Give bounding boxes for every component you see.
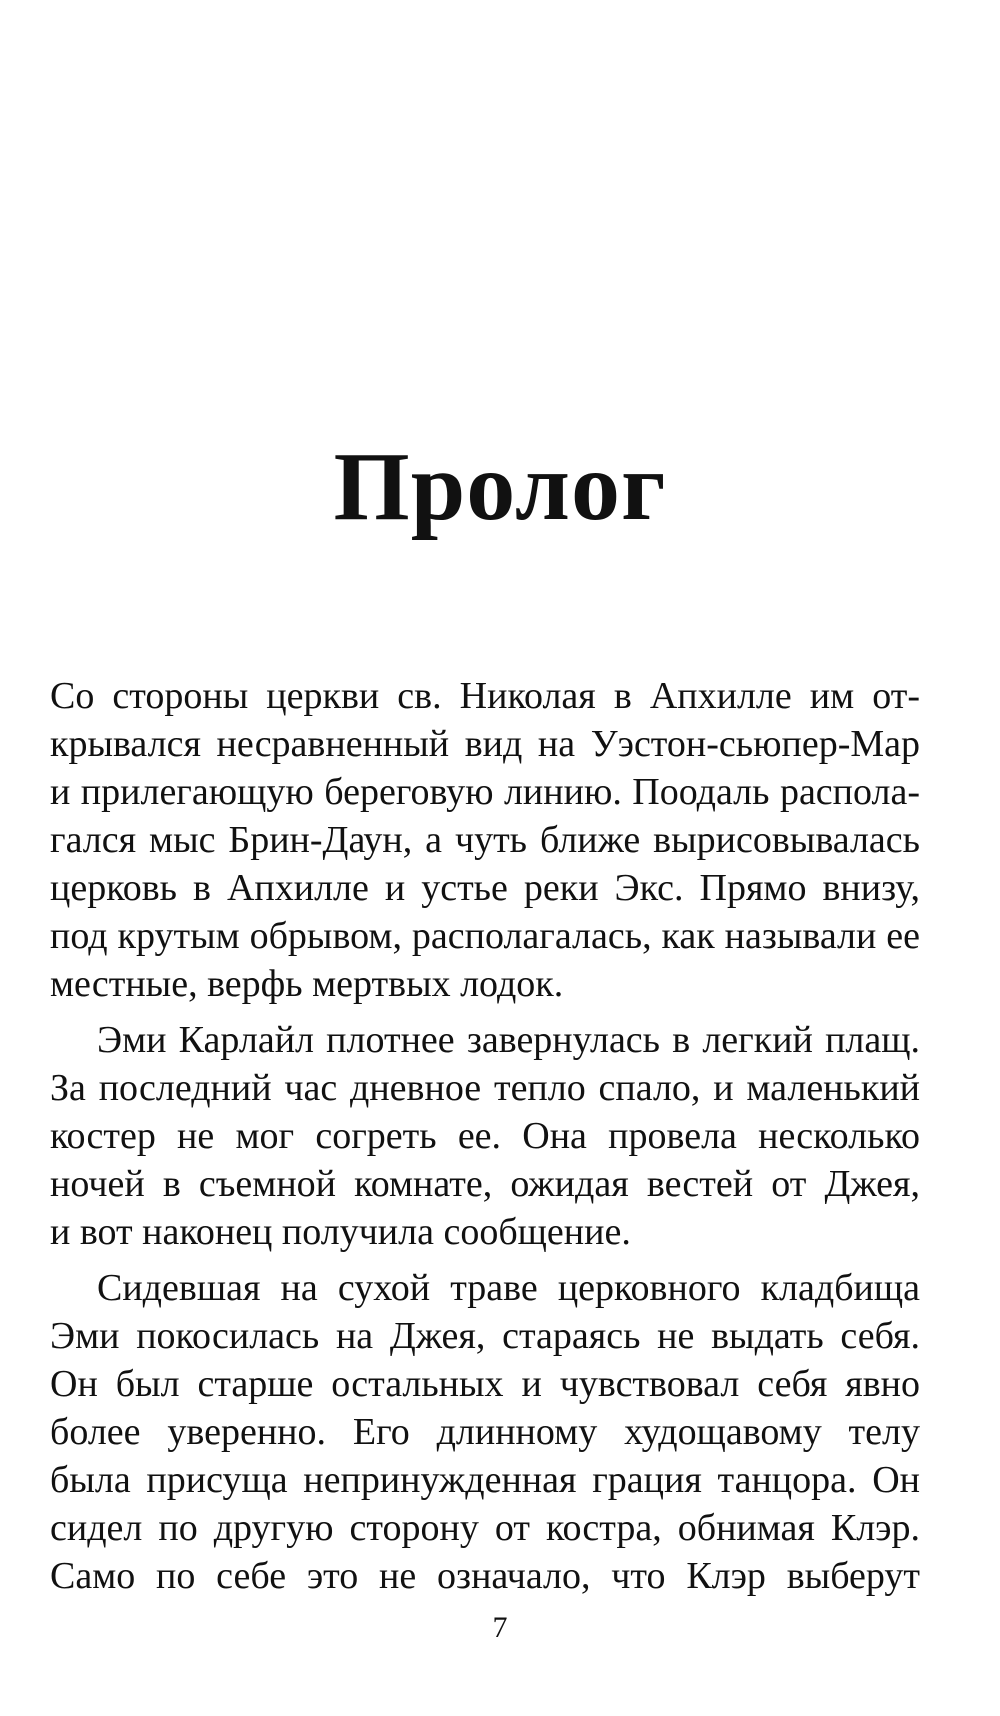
page-number: 7 xyxy=(492,1611,508,1644)
text-line: и прилегающую береговую линию. Поодаль распола- xyxy=(50,771,920,813)
text-line: сидел по другую сторону от костра, обнимая Клэр. xyxy=(50,1507,920,1549)
text-line: под крутым обрывом, располагалась, как называли ее xyxy=(50,915,920,957)
paragraph-2 xyxy=(50,1016,920,1256)
paragraph-1 xyxy=(50,672,920,1008)
text-line: Со стороны церкви св. Николая в Апхилле им от- xyxy=(50,675,920,717)
text-line: крывался несравненный вид на Уэстон-сьюпер-Мар xyxy=(50,723,920,765)
paragraph-3 xyxy=(50,1264,920,1600)
text-line: местные, верфь мертвых лодок. xyxy=(50,963,564,1005)
text-line: Он был старше остальных и чувствовал себя явно xyxy=(50,1363,920,1405)
text-line: Сидевшая на сухой траве церковного кладбища xyxy=(97,1267,920,1309)
text-line: Само по себе это не означало, что Клэр выберут xyxy=(50,1555,920,1597)
text-line: ночей в съемной комнате, ожидая вестей от Джея, xyxy=(50,1163,920,1205)
text-line: и вот наконец получила сообщение. xyxy=(50,1211,631,1253)
text-line: более уверенно. Его длинному худощавому телу xyxy=(50,1411,920,1453)
text-line: церковь в Апхилле и устье реки Экс. Прямо внизу, xyxy=(50,867,920,909)
text-line: гался мыс Брин-Даун, а чуть ближе вырисовывалась xyxy=(50,819,920,861)
body-text xyxy=(50,672,920,1600)
chapter-title: Пролог xyxy=(333,433,667,541)
text-line: была присуща непринужденная грация танцора. Он xyxy=(50,1459,920,1501)
text-line: Эми Карлайл плотнее завернулась в легкий плащ. xyxy=(97,1019,920,1061)
text-line: За последний час дневное тепло спало, и маленький xyxy=(50,1067,920,1109)
text-line: Эми покосилась на Джея, стараясь не выдать себя. xyxy=(50,1315,920,1357)
text-line: костер не мог согреть ее. Она провела несколько xyxy=(50,1115,920,1157)
